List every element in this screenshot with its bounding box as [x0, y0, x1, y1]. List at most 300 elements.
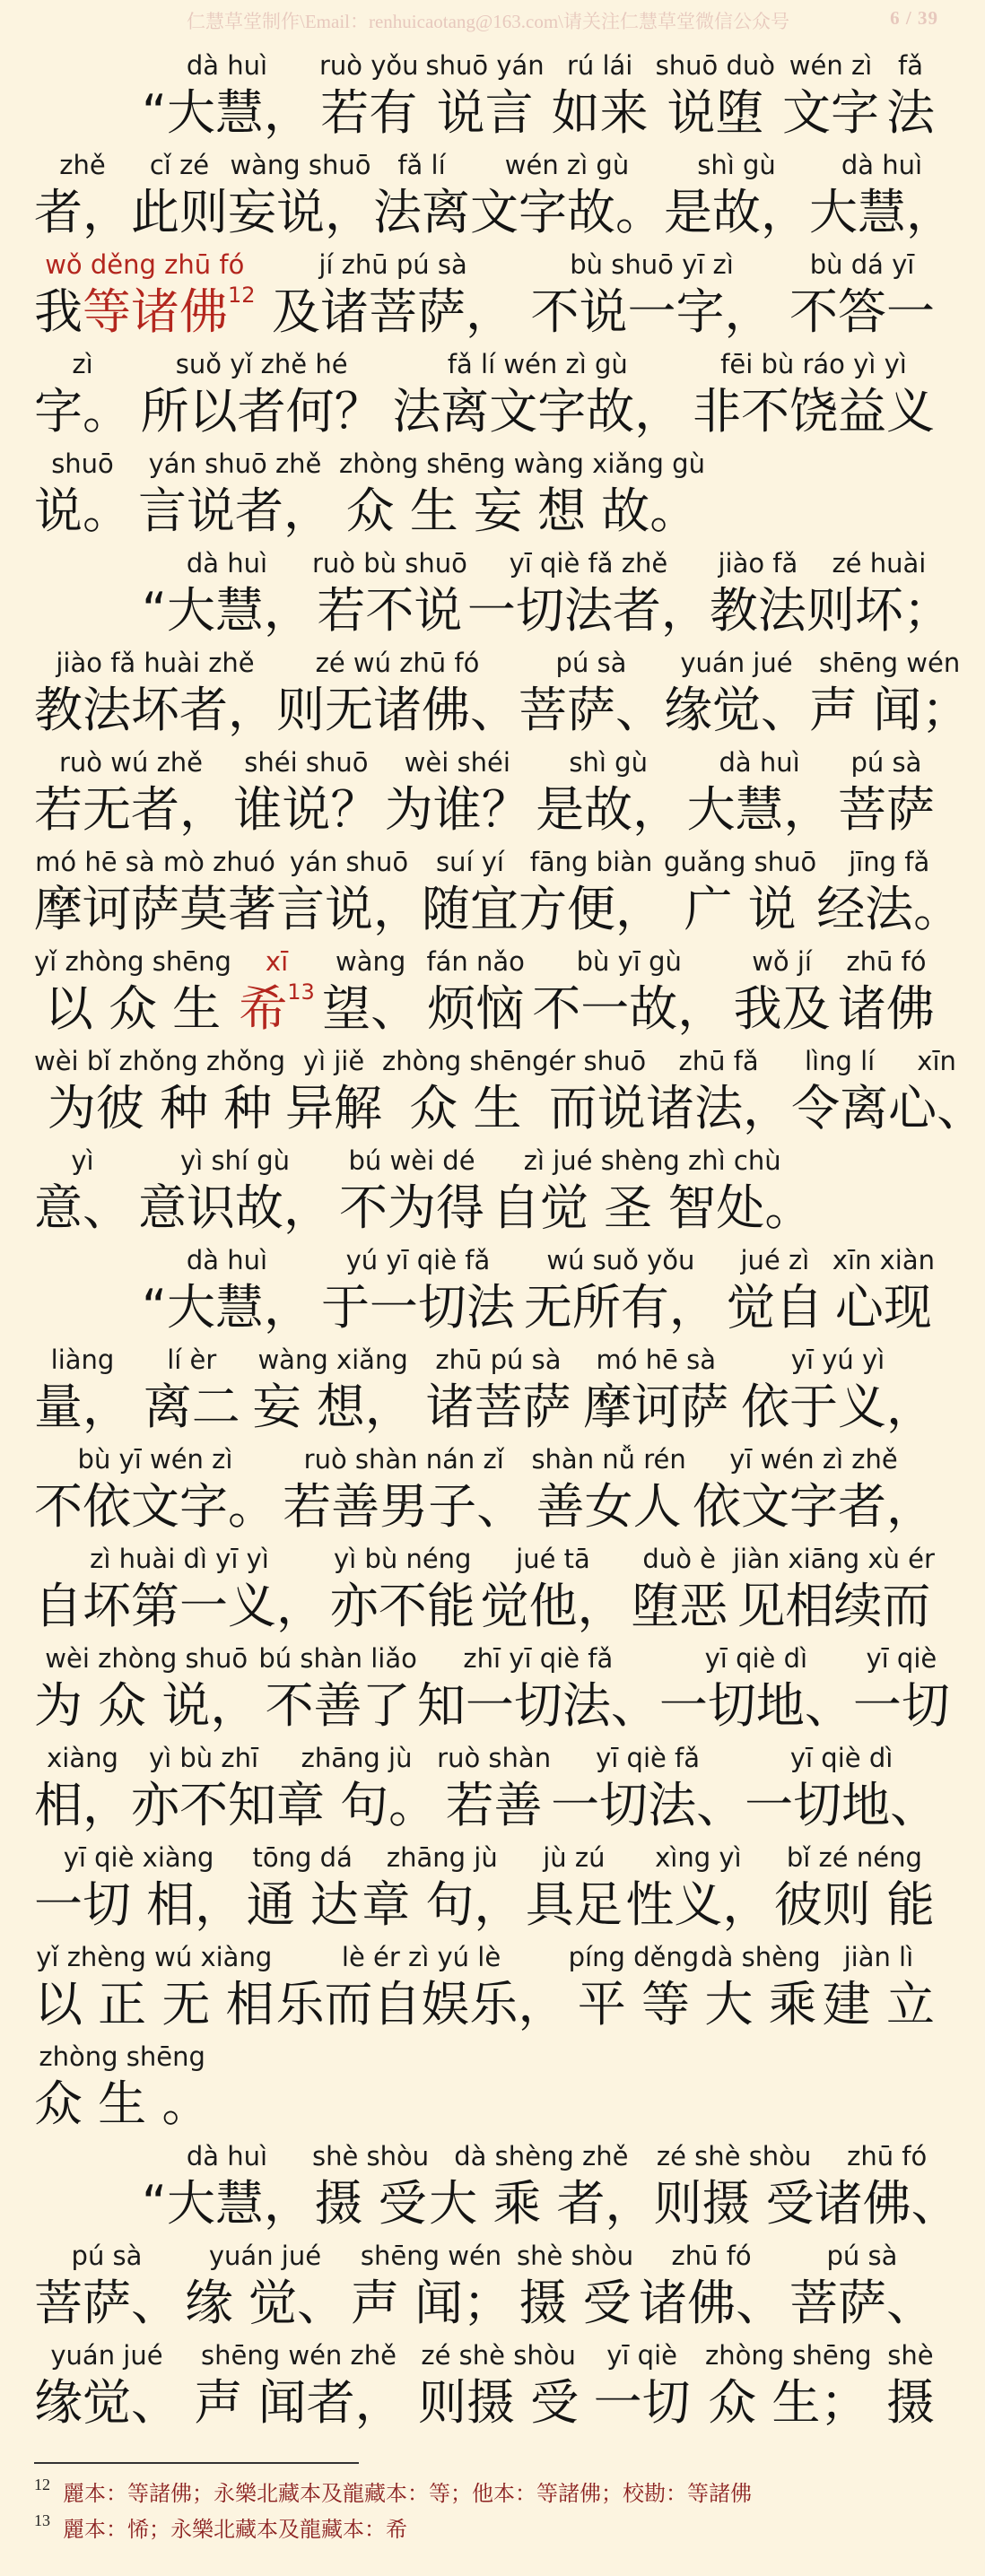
text-line [0, 543, 969, 642]
ruby-token [416, 1643, 659, 1737]
hanzi: 不一故， [532, 980, 727, 1037]
pinyin: jīng fǎ [849, 847, 930, 877]
hanzi: 法离文字故， [392, 383, 684, 439]
hanzi: 若善男子、 [283, 1478, 526, 1535]
hanzi: 大 乘 [704, 1976, 817, 2032]
hanzi: 说堕 [667, 84, 764, 141]
pinyin: duò è [642, 1544, 716, 1574]
pinyin: yì bù zhī [148, 1743, 259, 1773]
ruby-token [34, 448, 131, 543]
hanzi: 章 句。 [276, 1777, 438, 1833]
ruby-token [664, 849, 816, 941]
hanzi: “大慧， [142, 84, 312, 141]
ruby-token [658, 1643, 853, 1737]
hanzi: 为谁？ [384, 781, 530, 838]
ruby-token [885, 50, 935, 144]
hanzi: 是故， [536, 781, 682, 838]
ruby-token [646, 1046, 792, 1140]
pinyin: zhě [59, 150, 106, 180]
pinyin: yī qiè dì [704, 1643, 808, 1674]
pinyin: zhī yī qiè fǎ [463, 1643, 614, 1674]
pinyin: suí yí [436, 847, 504, 877]
ruby-token [311, 2141, 430, 2235]
pinyin: pú sà [71, 2241, 143, 2271]
pinyin: shè shòu [311, 2141, 430, 2171]
text-line [0, 1040, 985, 1140]
pinyin: bú shàn liǎo [258, 1643, 417, 1674]
pinyin: yī qiè fǎ [596, 1743, 701, 1773]
hanzi: 一切 相， [34, 1876, 244, 1933]
ruby-token [530, 249, 773, 344]
ruby-token [426, 946, 525, 1040]
hanzi: 若善 [445, 1777, 543, 1833]
hanzi: 建 立 [822, 1976, 935, 2032]
ruby-token [34, 2243, 179, 2335]
ruby-token [655, 50, 776, 144]
pinyin: bù yī gù [576, 946, 682, 977]
hanzi: 摩诃萨莫著 [34, 881, 276, 937]
pinyin: lè ér zì yú lè [341, 1942, 501, 1972]
hanzi: 摩诃萨 [583, 1379, 729, 1435]
hanzi: 缘觉、 [34, 2374, 179, 2431]
hanzi: 缘觉、 [664, 682, 809, 738]
hanzi: 法 [885, 84, 935, 141]
ruby-token [34, 1842, 244, 1936]
pinyin: ruò shàn [437, 1743, 552, 1773]
pinyin: wèi bǐ zhǒng zhǒng [34, 1046, 286, 1076]
hanzi: 为彼 种 种 [47, 1080, 273, 1136]
ruby-token [639, 2243, 784, 2335]
hanzi: 非不饶益义 [692, 383, 935, 439]
ruby-token [536, 747, 682, 841]
ruby-token [392, 349, 684, 443]
hanzi: 通 达 [246, 1876, 359, 1933]
pinyin: wàng [335, 946, 406, 977]
hanzi: 字。 [34, 383, 131, 439]
hanzi: 一切 [852, 1677, 950, 1734]
ruby-token [253, 1347, 414, 1439]
pinyin: zì huài dì yī yì [90, 1544, 269, 1574]
ruby-token [726, 1245, 824, 1339]
ruby-token [384, 747, 530, 841]
ruby-token [34, 1643, 259, 1737]
text-line [0, 45, 969, 144]
text-line [0, 1140, 969, 1240]
ruby-token [701, 1942, 821, 2036]
hanzi: 乐而自娱乐， [275, 1976, 567, 2032]
hanzi: “大慧， [142, 2175, 312, 2232]
pinyin: dà shèng zhě [454, 2141, 629, 2171]
ruby-token [322, 946, 420, 1040]
ruby-token [276, 849, 422, 941]
hanzi: 不答一 [789, 283, 935, 340]
pinyin: wèi shéi [404, 747, 510, 778]
hanzi: 摄 受 [314, 2175, 427, 2232]
hanzi: 平 等 [577, 1976, 690, 2032]
hanzi: 一切法、 [551, 1777, 745, 1833]
pinyin: fāng biàn [529, 847, 653, 877]
pinyin: yì shí gù [180, 1145, 290, 1176]
pinyin: zhòng shēng [705, 2340, 872, 2371]
hanzi: 菩萨、 [519, 682, 664, 738]
pinyin: zhū fó [846, 946, 927, 977]
pinyin: mó hē sà [596, 1345, 716, 1375]
hanzi: 无所有， [523, 1279, 718, 1336]
ruby-token [34, 849, 276, 941]
ruby-token [625, 1842, 771, 1936]
ruby-token [548, 1046, 647, 1140]
pinyin: fēi bù ráo yì yì [720, 349, 907, 379]
ruby-token [832, 1245, 935, 1339]
ruby-token [246, 1842, 359, 1936]
hanzi: 摄 [885, 2374, 935, 2431]
pinyin: yì jiě [302, 1046, 365, 1076]
pinyin: yì bù néng [334, 1544, 472, 1574]
ruby-token [822, 1942, 935, 2036]
ruby-token [339, 1145, 484, 1240]
hanzi: 心、 [888, 1080, 985, 1136]
hanzi: 菩萨、 [34, 2275, 179, 2331]
pinyin: shì gù [697, 150, 776, 180]
pinyin: suǒ yǐ zhě hé [175, 349, 348, 379]
pinyin: dà huì [186, 548, 268, 579]
pinyin: lí èr [167, 1345, 217, 1375]
pinyin: pú sà [826, 2241, 898, 2271]
pinyin: zì [72, 349, 93, 379]
pinyin: fǎ lí [397, 150, 446, 180]
hanzi: 诸佛、 [639, 2275, 785, 2331]
pinyin: yī qiè [866, 1643, 937, 1674]
ruby-token [885, 2340, 935, 2434]
hanzi: 众 生 。 [34, 2076, 211, 2132]
hanzi: 是故， [664, 184, 809, 240]
hanzi: 不为得 [339, 1179, 484, 1236]
ruby-token [888, 1046, 985, 1140]
hanzi: 一切 [593, 2374, 691, 2431]
footnote-ref[interactable]: 12 [228, 283, 256, 308]
pinyin: dà shèng [701, 1942, 821, 1972]
ruby-token [709, 548, 806, 642]
ruby-token [275, 1942, 567, 2036]
pinyin: wèi zhòng shuō [45, 1643, 248, 1674]
pinyin: wǒ děng zhū fó [45, 249, 245, 280]
pinyin: shè shòu [517, 2241, 634, 2271]
ruby-token [733, 946, 831, 1040]
pinyin: yú yī qiè fǎ [345, 1245, 491, 1275]
pinyin: zhū fó [847, 2141, 928, 2171]
ruby-token [809, 650, 970, 742]
hanzi: 善女人 [536, 1478, 682, 1535]
pinyin: zì jué shèng zhì chù [523, 1145, 781, 1176]
pinyin: guǎng shuō [664, 847, 817, 877]
pinyin: wàng xiǎng [257, 1345, 408, 1375]
ruby-token [34, 1046, 286, 1140]
ruby-token [809, 152, 954, 244]
text-line [0, 1837, 969, 1936]
pinyin: shēng wén [818, 648, 961, 678]
pinyin: jiào fǎ [718, 548, 798, 579]
pinyin: shuō [51, 448, 114, 479]
hanzi: 知一切法、 [416, 1677, 659, 1734]
ruby-token [517, 2243, 633, 2335]
pinyin: yī qiè fǎ zhě [509, 548, 668, 579]
hanzi: 心现 [834, 1279, 932, 1336]
hanzi: 彼则 能 [773, 1876, 935, 1933]
hanzi: 则无诸佛、 [276, 682, 519, 738]
ruby-token [138, 1145, 332, 1240]
hanzi: 不说一字， [530, 283, 773, 340]
pinyin: wén zì gù [504, 150, 630, 180]
ruby-token [34, 2340, 179, 2434]
pinyin: wàng shuō [230, 150, 371, 180]
text-line [0, 2335, 969, 2434]
ruby-token [283, 1444, 526, 1538]
hanzi: 妄 想， [252, 1379, 414, 1435]
pinyin: shēng wén zhě [201, 2340, 397, 2371]
pinyin: zhū fǎ [678, 1046, 759, 1076]
pinyin: zhāng jù [386, 1842, 498, 1873]
hanzi: “大慧， [142, 582, 312, 639]
text-line [0, 1439, 969, 1538]
pinyin: yán shuō zhě [148, 448, 322, 479]
ruby-token [373, 152, 470, 244]
ruby-token [745, 1745, 938, 1837]
ruby-token [816, 849, 962, 941]
hanzi: 不依文字。 [34, 1478, 276, 1535]
text-line [0, 2036, 969, 2136]
ruby-token [34, 1347, 131, 1439]
hanzi: 见相续而 [737, 1578, 931, 1634]
pinyin: dà huì [186, 1245, 268, 1275]
pinyin: ruò shàn nán zǐ [303, 1444, 504, 1475]
ruby-token [492, 1145, 814, 1240]
ruby-token [140, 349, 383, 443]
ruby-token [144, 1347, 240, 1439]
ruby-token [631, 1546, 728, 1638]
pinyin: cǐ zé [149, 150, 210, 180]
text-line [0, 642, 969, 742]
ruby-token [272, 249, 515, 344]
pinyin: jí zhū pú sà [318, 249, 467, 280]
footnote-ref[interactable]: 13 [287, 979, 315, 1005]
hanzi: 意识故， [138, 1179, 332, 1236]
ruby-token [142, 548, 312, 642]
text-line [0, 1240, 969, 1339]
ruby-token [523, 1245, 718, 1339]
hanzi: 望、 [322, 980, 420, 1037]
pinyin: jù zú [543, 1842, 606, 1873]
hanzi: 离二 [143, 1379, 240, 1435]
ruby-token [525, 1842, 623, 1936]
pinyin: dà huì [186, 2141, 268, 2171]
hanzi: 令离 [791, 1080, 889, 1136]
ruby-token [34, 152, 131, 244]
hanzi: 自坏第一义， [34, 1578, 325, 1634]
ruby-token [814, 2141, 960, 2235]
hanzi: 说言 [436, 84, 534, 141]
page-header [0, 7, 969, 38]
hanzi: 缘 觉、 [184, 2275, 346, 2331]
hanzi: 而说 [548, 1080, 646, 1136]
hanzi: 堕恶 [631, 1578, 728, 1634]
pinyin: rú lái [566, 50, 633, 81]
ruby-token [34, 1745, 131, 1837]
pinyin: wǒ jí [752, 946, 812, 977]
ruby-token [311, 548, 467, 642]
hanzi: 诸菩萨 [425, 1379, 571, 1435]
text-line [0, 244, 969, 344]
ruby-token [551, 50, 649, 144]
pinyin: zhū fó [671, 2241, 752, 2271]
pinyin: zé wú zhū fó [315, 648, 480, 678]
ruby-token [194, 2340, 404, 2434]
hanzi: 菩萨、 [789, 2275, 935, 2331]
ruby-token [789, 249, 935, 344]
pinyin: xīn [917, 1046, 956, 1076]
hanzi: 意、 [34, 1179, 131, 1236]
pinyin: dà huì [719, 747, 800, 778]
ruby-token [837, 747, 935, 841]
pinyin: yuán jué [680, 648, 793, 678]
pinyin: yǐ zhèng wú xiàng [36, 1942, 273, 1972]
hanzi: 大 乘 者， [429, 2175, 654, 2232]
ruby-token [330, 1546, 475, 1638]
ruby-token [362, 1842, 523, 1936]
pinyin: fǎ [897, 50, 923, 81]
ruby-token [34, 349, 131, 443]
ruby-token [653, 2141, 815, 2235]
ruby-token [705, 2340, 872, 2434]
ruby-token [686, 747, 832, 841]
hanzi: 则摄 受 [653, 2175, 815, 2232]
hanzi: 我及 [733, 980, 831, 1037]
ruby-token [239, 946, 315, 1040]
hanzi: 文字故。 [470, 184, 664, 240]
ruby-token [692, 349, 935, 443]
ruby-token [34, 1145, 131, 1240]
hanzi: 自觉 圣 智处。 [492, 1179, 814, 1236]
hanzi: 言说者， [138, 483, 332, 539]
hanzi: 性义， [625, 1876, 771, 1933]
footnote-13: $^{13}$ 麗本：悕；永樂北藏本及龍藏本：希 [34, 2511, 407, 2542]
text-line [0, 2235, 969, 2335]
hanzi: 若有 [320, 84, 418, 141]
hanzi: 不善了 [265, 1677, 411, 1734]
pinyin: fǎ lí wén zì gù [447, 349, 628, 379]
hanzi: 众 生； [708, 2374, 869, 2431]
ruby-token [551, 1745, 745, 1837]
ruby-token [131, 1745, 276, 1837]
hanzi: 以 正 无 相 [34, 1976, 275, 2032]
ruby-token [228, 152, 373, 244]
pinyin: yán shuō [289, 847, 409, 877]
hanzi: 觉他， [480, 1578, 626, 1634]
pinyin: xiàng [47, 1743, 118, 1773]
pinyin: pú sà [555, 648, 627, 678]
hanzi: 依文字者， [693, 1478, 935, 1535]
hanzi: 法离 [373, 184, 470, 240]
hanzi: 众 生 妄 想 故。 [345, 483, 699, 539]
ruby-token [593, 2340, 691, 2434]
ruby-token [422, 849, 519, 941]
hanzi: 以 众 生 [44, 980, 222, 1037]
ruby-token [789, 2243, 935, 2335]
ruby-token [425, 1347, 571, 1439]
text-line [0, 2136, 969, 2235]
ruby-token [142, 1245, 312, 1339]
hanzi: 于一切法 [320, 1279, 515, 1336]
pinyin: dà huì [841, 150, 923, 180]
hanzi: 经法。 [816, 881, 963, 937]
pinyin: wú suǒ yǒu [546, 1245, 695, 1275]
hanzi: 广 说 [684, 881, 797, 937]
pinyin: mó hē sà mò zhuó [35, 847, 275, 877]
hanzi: 若无者， [34, 781, 228, 838]
hanzi: 方便， [519, 881, 664, 937]
ruby-token [425, 50, 545, 144]
pinyin: ruò bù shuō [311, 548, 467, 579]
hanzi: 诸佛、 [814, 2175, 960, 2232]
text-line [0, 841, 969, 941]
ruby-token [741, 1347, 935, 1439]
pinyin: yī qiè [606, 2340, 677, 2371]
pinyin: bù shuō yī zì [570, 249, 734, 280]
ruby-token [418, 2340, 580, 2434]
pinyin: yī qiè dì [789, 1743, 893, 1773]
text-line [0, 941, 969, 1040]
hanzi: 依于义， [741, 1379, 935, 1435]
pinyin: jiàn xiāng xù ér [732, 1544, 935, 1574]
ruby-token [258, 1643, 417, 1737]
ruby-token [532, 946, 727, 1040]
hanzi: 妄说， [228, 184, 373, 240]
hanzi: 声 闻； [809, 682, 971, 738]
hanzi: 相， [34, 1777, 131, 1833]
hanzi: 言说， [276, 881, 422, 937]
hanzi: 若不说 [317, 582, 463, 639]
hanzi: 烦恼 [427, 980, 525, 1037]
hanzi: 则坏； [806, 582, 952, 639]
ruby-token [664, 152, 809, 244]
ruby-token [131, 152, 228, 244]
pinyin: zhòng shēng [382, 1046, 549, 1076]
hanzi: 具足 [525, 1876, 623, 1933]
pinyin: zé shè shòu [421, 2340, 576, 2371]
hanzi: 谁说？ [233, 781, 379, 838]
hanzi: 为 众 说， [34, 1677, 259, 1734]
text-line [0, 1737, 969, 1837]
hanzi: 量， [34, 1379, 131, 1435]
hanzi: 此则 [131, 184, 228, 240]
hanzi: 则摄 受 [418, 2374, 580, 2431]
page-number: 6 / 39 [890, 7, 938, 29]
ruby-token [34, 1444, 276, 1538]
pinyin: yī qiè xiàng [63, 1842, 214, 1873]
footnote-divider [34, 2462, 359, 2464]
ruby-token [318, 50, 419, 144]
hanzi: 诸佛 [837, 980, 935, 1037]
ruby-token [34, 946, 231, 1040]
pinyin: yuán jué [208, 2241, 322, 2271]
pinyin: yǐ zhòng shēng [34, 946, 231, 977]
pinyin: dà huì [186, 50, 268, 81]
pinyin: lìng lí [804, 1046, 876, 1076]
hanzi: 亦不能 [329, 1578, 475, 1634]
pinyin: zhū pú sà [435, 1345, 562, 1375]
pinyin: jiào fǎ huài zhě [56, 648, 255, 678]
ruby-token [583, 1347, 728, 1439]
pinyin: shàn nǚ rén [531, 1444, 686, 1475]
